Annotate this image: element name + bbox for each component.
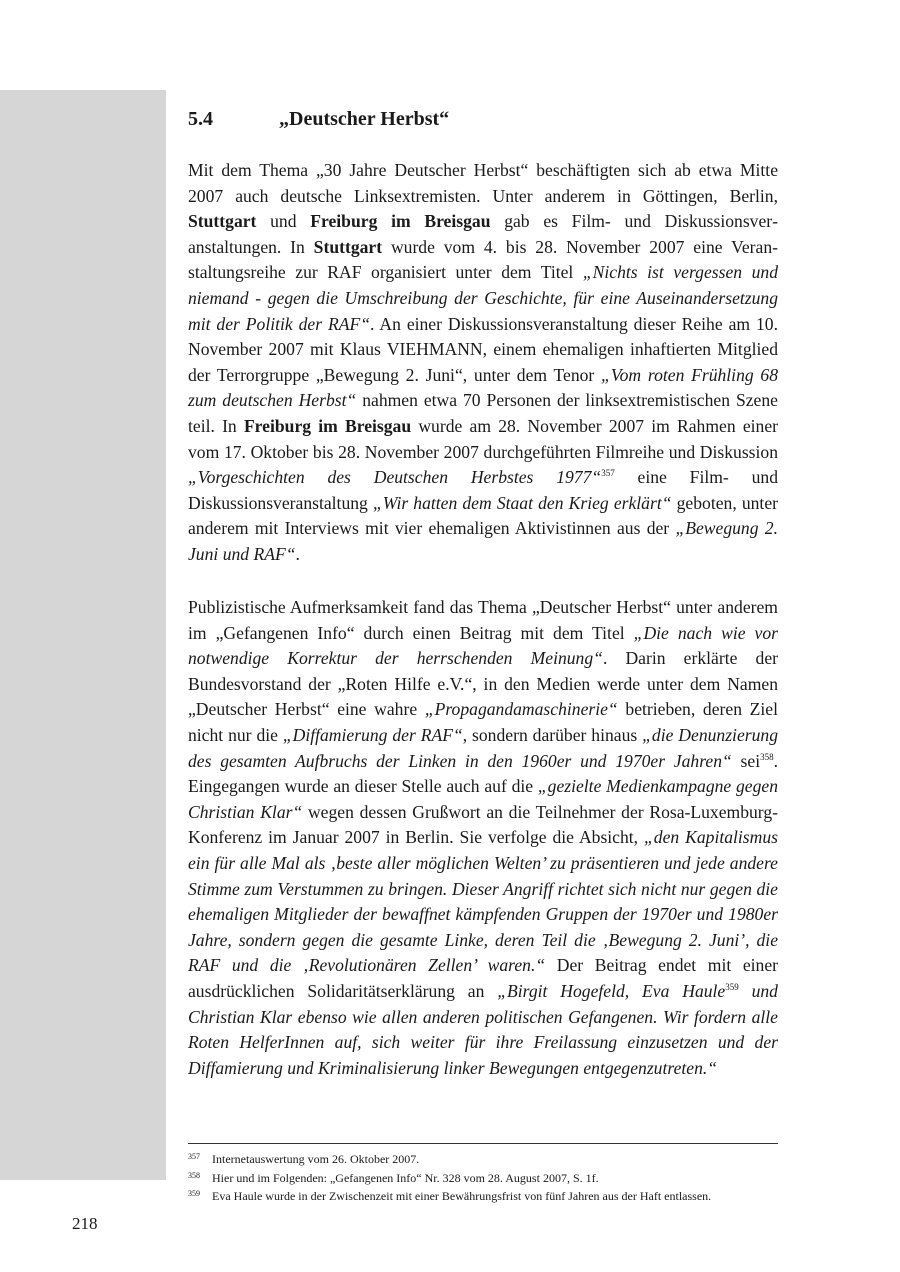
text-span: .: [295, 543, 300, 564]
italic-quote: „Die nach wie vor notwendige Korrektur der herrschenden Meinung“: [188, 622, 778, 669]
footnote-357: [188, 1150, 788, 1169]
bold-place: Freiburg im Breisgau: [243, 415, 412, 436]
bold-place: Stuttgart: [313, 236, 383, 257]
footnote-358: [188, 1169, 788, 1188]
text-span: und: [256, 211, 311, 232]
italic-quote: „den Kapitalismus ein für alle Mal als ‚beste aller möglichen Welten’ zu präsentieren und jede andere Stimme zum Verstummen zu bringen. Dieser Angriff richtet sich nicht nur gegen die ehemaligen Mitglieder der bewaffnet kämpfenden Gruppen der 1970er und 1980er Jahre, sondern gegen die gesamte Linke, deren Teil die ‚Bewegung 2. Juni’, die RAF und die ‚Revolutionären Zellen’ waren.“: [188, 827, 778, 976]
bold-place: Stuttgart: [188, 211, 257, 232]
footnote-text: Eva Haule wurde in der Zwischenzeit mit einer Bewährungsfrist von fünf Jahren aus der Haft entlassen.: [212, 1189, 712, 1203]
text-span: eine Film- und Diskussionsveranstaltung: [188, 467, 778, 513]
section-title: „Deutscher Herbst“: [279, 108, 450, 130]
text-span: Mit dem Thema „30 Jahre Deutscher Herbst“ beschäftigten sich ab etwa Mitte 2007 auch deutsche Linksextremisten. Unter anderem in Göttingen, Berlin,: [188, 160, 778, 206]
text-span: nahmen etwa 70 Personen der linksextremistischen Szene teil. In: [188, 390, 778, 436]
italic-quote: „gezielte Medienkampagne gegen Christian Klar“: [188, 776, 778, 822]
text-span: Publizistische Aufmerksamkeit fand das Thema „Deutscher Herbst“ unter anderem im „Gefangenen Info“ durch einen Beitrag mit dem Titel: [188, 597, 778, 643]
paragraph-2: [188, 595, 778, 1081]
footnotes: [188, 1150, 788, 1206]
text-span: Der Beitrag endet mit einer ausdrücklichen Solidaritätserklärung an: [188, 955, 778, 1001]
text-span: sei: [731, 750, 761, 771]
text-span: . Darin erklärte der Bundesvorstand der „Roten Hilfe e.V.“, in den Medien werde unter dem Namen „Deutscher Herbst“ eine wahre: [188, 648, 778, 720]
italic-quote: „Propagandamaschinerie“: [424, 699, 618, 720]
italic-quote: „Vorgeschichten des Deutschen Herbstes 1977“: [188, 467, 602, 488]
footnote-ref-357: 357: [601, 468, 615, 479]
page-number: 218: [72, 1214, 98, 1233]
italic-quote: „Wir hatten dem Staat den Krieg erklärt“: [372, 492, 672, 513]
text-span: . An einer Diskussionsveranstaltung dieser Reihe am 10. November 2007 mit Klaus VIEHMANN, einem ehemaligen inhaftierten Mitglied der Terrorgruppe „Bewegung 2. Juni“, unter dem Tenor: [188, 313, 778, 385]
bold-place: Freiburg im Breisgau: [310, 211, 491, 232]
footnote-359: [188, 1187, 788, 1206]
text-span: . Eingegangen wurde an dieser Stelle auch auf die: [188, 750, 778, 797]
italic-quote: „Bewegung 2. Juni und RAF“: [188, 518, 778, 564]
footnote-ref-358: 358: [760, 751, 774, 762]
footnote-ref-359: 359: [725, 981, 739, 992]
text-span: wurde am 28. November 2007 im Rahmen einer vom 17. Oktober bis 28. November 2007 durchgeführten Filmreihe und Diskussion: [188, 415, 778, 462]
italic-quote: „Vom roten Frühling 68 zum deutschen Herbst“: [188, 364, 779, 411]
text-span: wegen dessen Grußwort an die Teilnehmer der Rosa-Luxemburg-Konferenz im Januar 2007 in Berlin. Sie verfolge die Absicht,: [188, 801, 779, 848]
italic-quote: „Birgit Hogefeld, Eva Haule: [497, 980, 726, 1001]
section-number: 5.4: [188, 108, 213, 130]
footnote-text: Internetauswertung vom 26. Oktober 2007.: [212, 1152, 420, 1166]
text-span: geboten, unter anderem mit Interviews mit vier ehemaligen Aktivistinnen aus der: [188, 492, 778, 539]
italic-quote: und Christian Klar ebenso wie allen anderen politischen Gefangenen. Wir fordern alle Roten HelferInnen auf, sich weiter für ihre Freilassung einzusetzen und der Diffamierung und Kriminalisierung linker Bewegungen entgegenzutreten.“: [188, 980, 778, 1078]
text-span: gab es Film- und Diskussionsveranstaltungen. In: [188, 211, 778, 257]
text-span: , sondern darüber hinaus: [462, 724, 643, 745]
text-span: wurde vom 4. bis 28. November 2007 eine Veranstaltungsreihe zur RAF organisiert unter dem Titel: [188, 236, 778, 283]
italic-quote: „die Denunzierung des gesamten Aufbruchs der Linken in den 1960er und 1970er Jahren“: [188, 724, 778, 771]
text-span: betrieben, deren Ziel nicht nur die: [188, 699, 778, 745]
footnote-number: 358: [188, 1170, 200, 1180]
italic-quote: „Nichts ist vergessen und niemand - gegen die Umschreibung der Geschichte, für eine Auseinandersetzung mit der Politik der RAF“: [188, 262, 778, 334]
footnote-number: 359: [188, 1189, 200, 1198]
margin-bar: [0, 90, 166, 1180]
paragraph-1: [188, 158, 778, 568]
italic-quote: „Diffamierung der RAF“: [282, 724, 463, 745]
footnote-rule: [188, 1143, 778, 1144]
footnote-number: 357: [188, 1152, 200, 1161]
footnote-text: Hier und im Folgenden: „Gefangenen Info“ Nr. 328 vom 28. August 2007, S. 1f.: [212, 1170, 599, 1185]
